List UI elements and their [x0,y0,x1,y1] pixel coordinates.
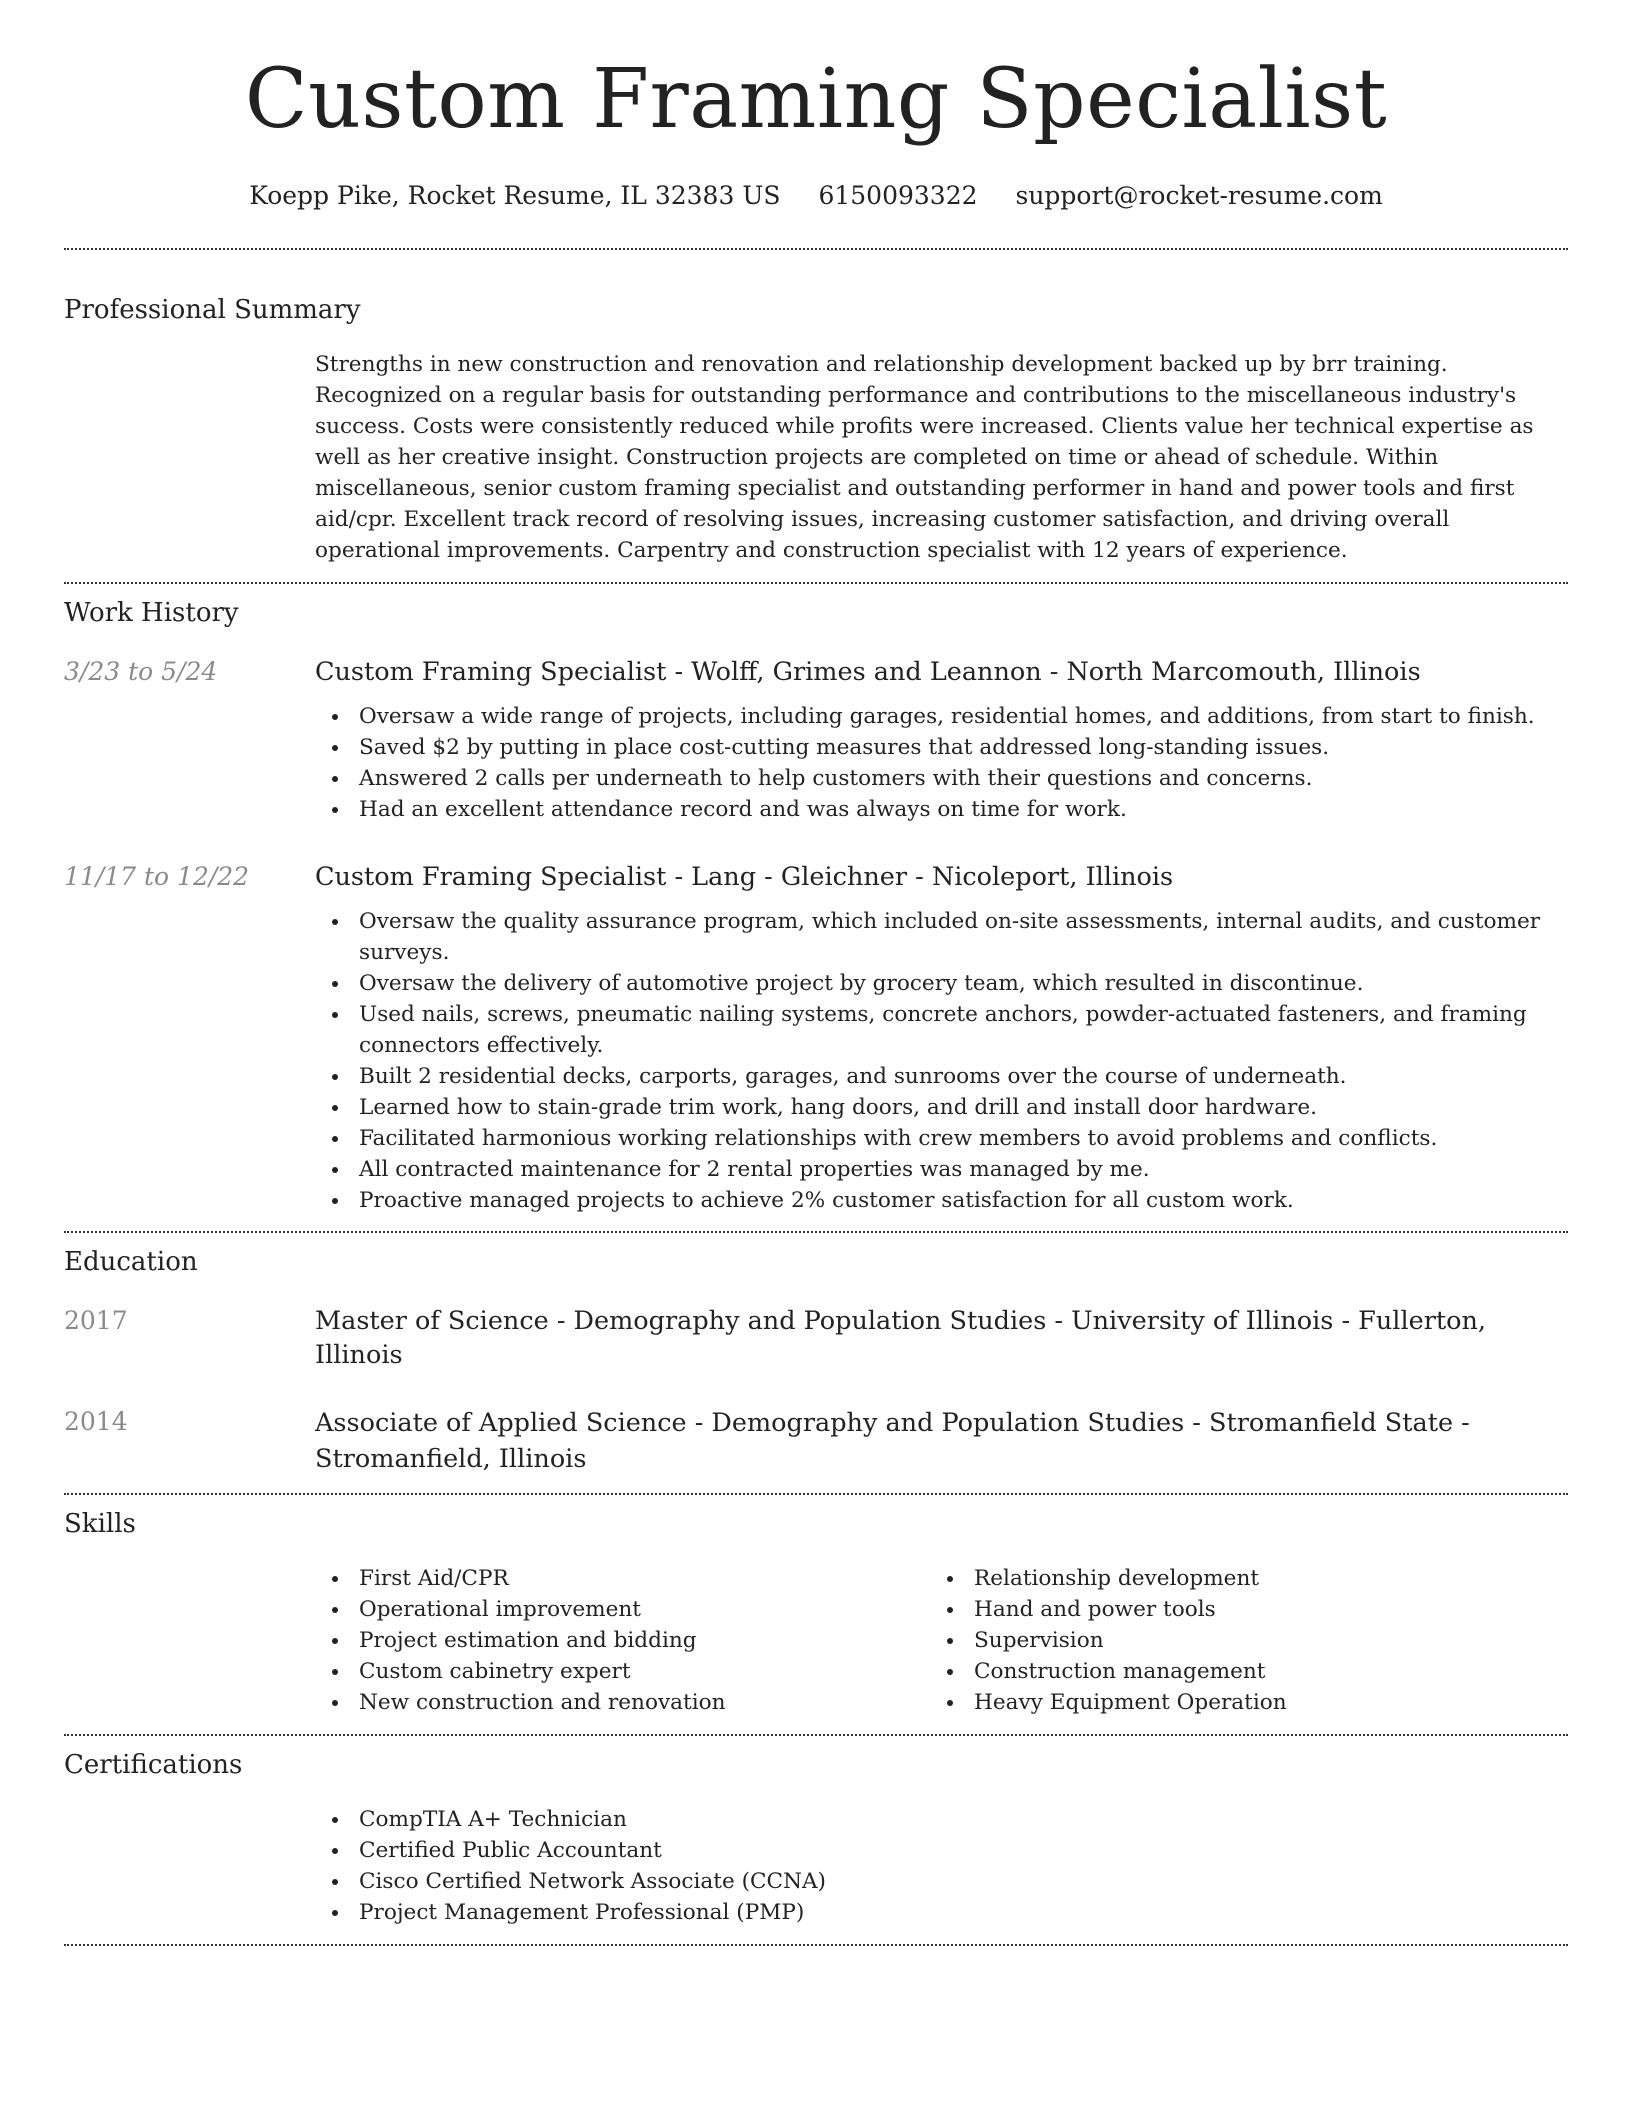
resume-page [64,0,1568,1946]
section-heading: Skills [64,1509,136,1539]
summary-text: Strengths in new construction and renovation and relationship development backed up by brr training. Recognized on a regular basis for outstanding performance and contributions to the miscellaneous industry's success. Costs were consistently reduced while profits were increased. Clients value her technical expertise as well as her creative insight. Construction projects are completed on time or ahead of schedule. Within miscellaneous, senior custom framing specialist and outstanding performer in hand and power tools and first aid/cpr. Excellent track record of resolving issues, increasing customer satisfaction, and driving overall operational improvements. Carpentry and construction specialist with 12 years of experience. [315,352,1534,563]
list-item: Project Management Professional (PMP) [315,1897,1568,1928]
certifications-list [315,1804,1568,1928]
work-history-section [64,597,1568,1216]
section-heading: Education [64,1247,198,1277]
education-section [64,1246,1568,1477]
list-item: CompTIA A+ Technician [315,1804,1568,1835]
section-heading: Professional Summary [64,295,361,325]
list-item: Construction management [930,1656,1545,1687]
job-entry [64,655,1568,825]
skills-section [64,1508,1568,1718]
divider [64,1231,1568,1233]
contact-phone: 6150093322 [818,181,978,210]
skills-list-left [315,1563,930,1718]
section-heading: Work History [64,598,239,628]
education-year: 2017 [64,1306,128,1335]
list-item: Heavy Equipment Operation [930,1687,1545,1718]
list-item: Project estimation and bidding [315,1625,930,1656]
divider [64,1944,1568,1946]
list-item: Oversaw a wide range of projects, including garages, residential homes, and additions, from start to finish. [315,701,1568,732]
certifications-section [64,1749,1568,1928]
list-item: Supervision [930,1625,1545,1656]
skills-list-right [930,1563,1545,1718]
job-dates: 3/23 to 5/24 [64,657,218,686]
education-degree: Associate of Applied Science - Demography and Population Studies [315,1408,1185,1438]
divider [64,1493,1568,1495]
list-item: Custom cabinetry expert [315,1656,930,1687]
list-item: Operational improvement [315,1594,930,1625]
list-item: New construction and renovation [315,1687,930,1718]
job-title: Custom Framing Specialist - Lang - Gleichner - Nicoleport, Illinois [315,862,1174,892]
divider [64,248,1568,250]
education-degree: Master of Science - Demography and Population Studies [315,1306,1047,1336]
job-entry [64,860,1568,1216]
section-heading: Certifications [64,1750,243,1780]
list-item: Used nails, screws, pneumatic nailing systems, concrete anchors, powder-actuated fasteners, and framing connectors effectively. [315,999,1568,1061]
list-item: Saved $2 by putting in place cost-cutting measures that addressed long-standing issues. [315,732,1568,763]
education-year: 2014 [64,1407,128,1436]
list-item: First Aid/CPR [315,1563,930,1594]
divider [64,582,1568,584]
contact-address: Koepp Pike, Rocket Resume, IL 32383 US [249,181,781,210]
list-item: Facilitated harmonious working relationships with crew members to avoid problems and conflicts. [315,1123,1568,1154]
job-dates: 11/17 to 12/22 [64,862,250,891]
list-item: All contracted maintenance for 2 rental properties was managed by me. [315,1154,1568,1185]
contact-email: support@rocket-resume.com [1015,181,1383,210]
page-title: Custom Framing Specialist [244,52,1388,147]
list-item: Answered 2 calls per underneath to help customers with their questions and concerns. [315,763,1568,794]
job-title: Custom Framing Specialist - Wolff, Grimes and Leannon - North Marcomouth, Illinois [315,657,1421,687]
education-school: - University of Illinois - Fullerton, Illinois [315,1306,1487,1370]
education-entry [64,1304,1568,1372]
list-item: Had an excellent attendance record and was always on time for work. [315,794,1568,825]
education-entry [64,1405,1568,1477]
job-bullets [315,906,1568,1216]
divider [64,1734,1568,1736]
list-item: Relationship development [930,1563,1545,1594]
education-school: - Stromanfield State - Stromanfield, Illinois [315,1408,1470,1474]
list-item: Proactive managed projects to achieve 2% customer satisfaction for all custom work. [315,1185,1568,1216]
list-item: Certified Public Accountant [315,1835,1568,1866]
list-item: Oversaw the quality assurance program, which included on-site assessments, internal audits, and customer surveys. [315,906,1568,968]
list-item: Oversaw the delivery of automotive project by grocery team, which resulted in discontinue. [315,968,1568,999]
summary-section [64,294,1568,566]
list-item: Built 2 residential decks, carports, garages, and sunrooms over the course of underneath. [315,1061,1568,1092]
list-item: Cisco Certified Network Associate (CCNA) [315,1866,1568,1897]
job-bullets [315,701,1568,825]
list-item: Hand and power tools [930,1594,1545,1625]
list-item: Learned how to stain-grade trim work, hang doors, and drill and install door hardware. [315,1092,1568,1123]
contact-line [64,180,1568,212]
